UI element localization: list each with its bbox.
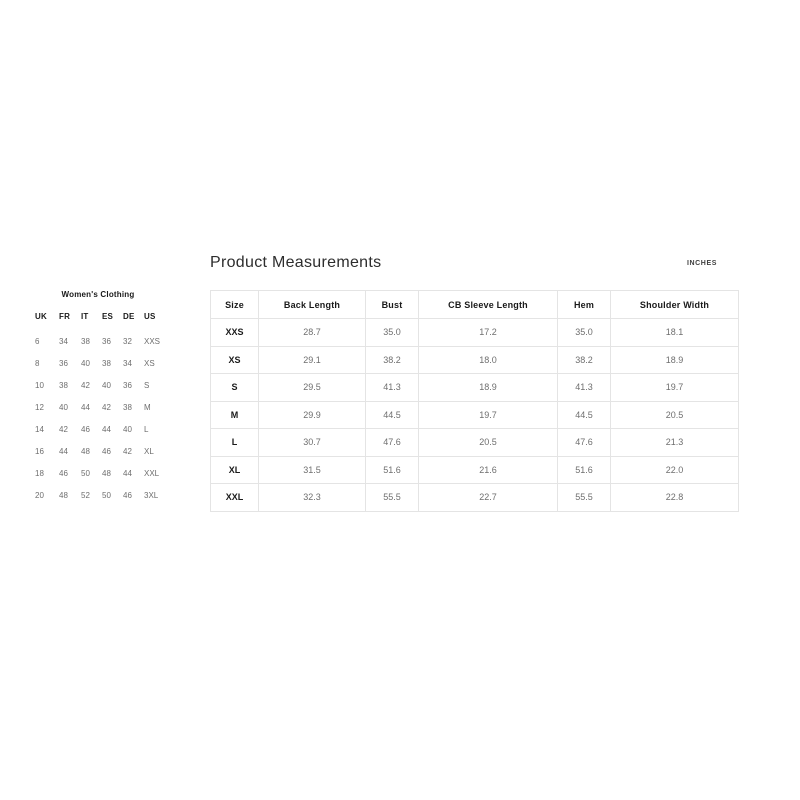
conversion-header-cell: IT — [81, 312, 89, 321]
conversion-cell: 52 — [81, 491, 90, 500]
measurement-value-cell: 55.5 — [558, 484, 611, 512]
measurement-value-cell: 19.7 — [611, 374, 739, 402]
measurement-value-cell: 18.1 — [611, 319, 739, 347]
conversion-cell: XL — [144, 447, 154, 456]
conversion-cell: 16 — [35, 447, 44, 456]
conversion-cell: 20 — [35, 491, 44, 500]
unit-toggle-inches[interactable]: INCHES — [686, 260, 717, 267]
conversion-cell: 34 — [59, 337, 68, 346]
size-label-cell: XXL — [211, 484, 259, 512]
conversion-cell: 48 — [59, 491, 68, 500]
measurement-header-cell: CB Sleeve Length — [419, 291, 558, 319]
measurement-value-cell: 31.5 — [259, 456, 366, 484]
measurement-value-cell: 18.9 — [419, 374, 558, 402]
conversion-cell: 48 — [102, 469, 111, 478]
conversion-cell: M — [144, 403, 151, 412]
measurement-value-cell: 29.1 — [259, 346, 366, 374]
measurement-value-cell: 51.6 — [558, 456, 611, 484]
measurement-value-cell: 18.9 — [611, 346, 739, 374]
conversion-cell: S — [144, 381, 150, 390]
measurement-value-cell: 22.7 — [419, 484, 558, 512]
conversion-cell: 48 — [81, 447, 90, 456]
measurement-value-cell: 32.3 — [259, 484, 366, 512]
conversion-cell: XXS — [144, 337, 161, 346]
size-label-cell: XL — [211, 456, 259, 484]
measurement-value-cell: 47.6 — [366, 429, 419, 457]
measurement-value-cell: 21.3 — [611, 429, 739, 457]
conversion-cell: 36 — [123, 381, 132, 390]
measurements-table — [210, 290, 739, 512]
conversion-cell: 42 — [102, 403, 111, 412]
measurement-value-cell: 55.5 — [366, 484, 419, 512]
conversion-cell: 44 — [59, 447, 68, 456]
measurement-value-cell: 20.5 — [611, 401, 739, 429]
measurement-value-cell: 30.7 — [259, 429, 366, 457]
measurement-value-cell: 41.3 — [558, 374, 611, 402]
conversion-cell: 6 — [35, 337, 40, 346]
size-label-cell: L — [211, 429, 259, 457]
measurement-row — [211, 484, 739, 512]
measurement-value-cell: 44.5 — [366, 401, 419, 429]
conversion-cell: 10 — [35, 381, 44, 390]
conversion-cell: 46 — [102, 447, 111, 456]
measurement-value-cell: 38.2 — [558, 346, 611, 374]
measurement-value-cell: 41.3 — [366, 374, 419, 402]
measurement-value-cell: 22.0 — [611, 456, 739, 484]
measurement-value-cell: 19.7 — [419, 401, 558, 429]
conversion-cell: 40 — [102, 381, 111, 390]
header-row — [211, 291, 739, 319]
measurements-table-body — [211, 319, 739, 512]
size-label-cell: XS — [211, 346, 259, 374]
conversion-cell: 38 — [102, 359, 111, 368]
measurement-value-cell: 20.5 — [419, 429, 558, 457]
conversion-cell: 8 — [35, 359, 40, 368]
conversion-cell: 46 — [123, 491, 132, 500]
measurement-header-cell: Shoulder Width — [611, 291, 739, 319]
conversion-cell: 42 — [123, 447, 132, 456]
conversion-cell: XS — [144, 359, 155, 368]
conversion-cell: L — [144, 425, 149, 434]
conversion-header-cell: FR — [59, 312, 71, 321]
measurement-value-cell: 22.8 — [611, 484, 739, 512]
measurement-value-cell: 51.6 — [366, 456, 419, 484]
conversion-cell: 44 — [102, 425, 111, 434]
conversion-cell: XXL — [144, 469, 160, 478]
conversion-header-cell: ES — [102, 312, 114, 321]
conversion-cell: 36 — [102, 337, 111, 346]
size-label-cell: XXS — [211, 319, 259, 347]
measurement-header-cell: Hem — [558, 291, 611, 319]
conversion-chart-table — [35, 312, 161, 513]
page-title: Product Measurements — [210, 254, 382, 271]
conversion-chart-title: Women's Clothing — [61, 290, 135, 299]
size-label-cell: M — [211, 401, 259, 429]
product-measurements-section — [210, 254, 738, 503]
conversion-cell: 36 — [59, 359, 68, 368]
measurement-value-cell: 18.0 — [419, 346, 558, 374]
conversion-cell: 38 — [81, 337, 90, 346]
measurement-value-cell: 21.6 — [419, 456, 558, 484]
measurement-row — [211, 374, 739, 402]
conversion-cell: 42 — [59, 425, 68, 434]
conversion-cell: 46 — [81, 425, 90, 434]
measurement-row — [211, 429, 739, 457]
conversion-cell: 42 — [81, 381, 90, 390]
measurement-header-cell: Bust — [366, 291, 419, 319]
measurement-value-cell: 29.9 — [259, 401, 366, 429]
measurement-value-cell: 28.7 — [259, 319, 366, 347]
conversion-header-cell: US — [144, 312, 156, 321]
measurement-value-cell: 35.0 — [366, 319, 419, 347]
conversion-cell: 40 — [59, 403, 68, 412]
measurement-value-cell: 29.5 — [259, 374, 366, 402]
measurement-header-cell: Size — [211, 291, 259, 319]
measurement-row — [211, 456, 739, 484]
conversion-cell: 46 — [59, 469, 68, 478]
measurement-header-cell: Back Length — [259, 291, 366, 319]
conversion-cell: 40 — [123, 425, 132, 434]
measurement-value-cell: 44.5 — [558, 401, 611, 429]
measurement-row — [211, 401, 739, 429]
conversion-header-cell: DE — [123, 312, 135, 321]
conversion-cell: 14 — [35, 425, 44, 434]
conversion-cell: 3XL — [144, 491, 159, 500]
size-conversion-chart — [35, 290, 161, 513]
conversion-cell: 50 — [102, 491, 111, 500]
conversion-cell: 12 — [35, 403, 44, 412]
conversion-cell: 18 — [35, 469, 44, 478]
measurement-value-cell: 35.0 — [558, 319, 611, 347]
measurement-value-cell: 47.6 — [558, 429, 611, 457]
conversion-cell: 38 — [123, 403, 132, 412]
measurement-row — [211, 346, 739, 374]
conversion-cell: 38 — [59, 381, 68, 390]
conversion-cell: 50 — [81, 469, 90, 478]
conversion-cell: 44 — [123, 469, 132, 478]
conversion-cell: 34 — [123, 359, 132, 368]
measurements-table-header — [211, 291, 739, 319]
size-label-cell: S — [211, 374, 259, 402]
measurement-row — [211, 319, 739, 347]
conversion-cell: 32 — [123, 337, 132, 346]
measurement-value-cell: 38.2 — [366, 346, 419, 374]
conversion-header-cell: UK — [35, 312, 47, 321]
conversion-cell: 40 — [81, 359, 90, 368]
conversion-cell: 44 — [81, 403, 90, 412]
measurement-value-cell: 17.2 — [419, 319, 558, 347]
